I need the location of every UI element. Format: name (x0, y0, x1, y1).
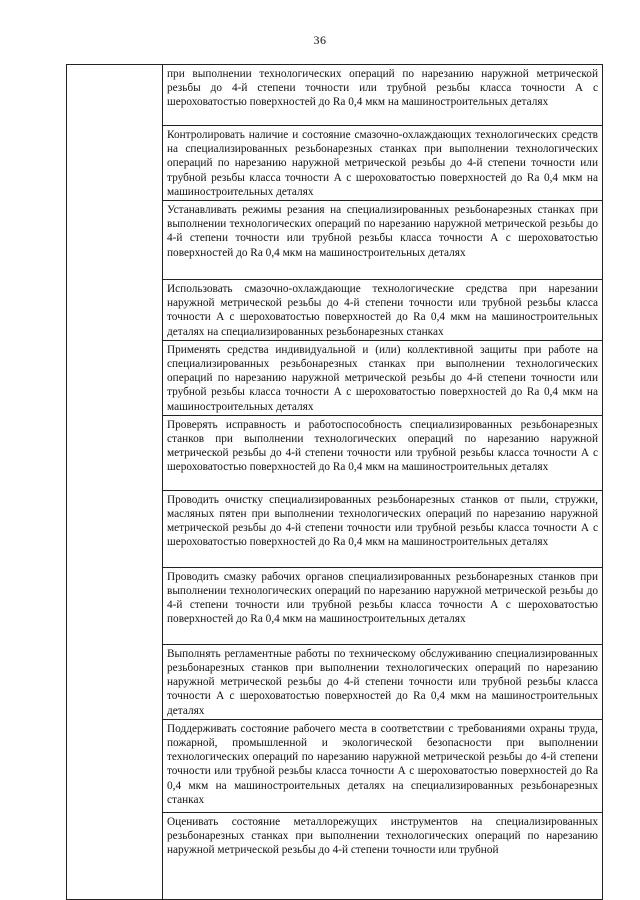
row-text: Проверять исправность и работоспособность специализированных резьбонарезных станков при выполнении технологических операций по нарезанию наружной метрической резьбы до 4-й степени точности или трубной резьбы класса точности А с шероховатостью поверхностей до Ra 0,4 мкм на машиностроительных деталях (167, 418, 598, 474)
row-text: при выполнении технологических операций по нарезанию наружной метрической резьбы до 4-й степени точности или трубной резьбы класса точности А с шероховатостью поверхностей до Ra 0,4 мкм на машиностроительных деталях (167, 68, 598, 109)
page-number: 36 (313, 33, 327, 47)
table-cell (163, 812, 603, 899)
table-cell (163, 126, 603, 201)
row-text: Оценивать состояние металлорежущих инструментов на специализированных резьбонарезных станках при выполнении технологических операций по нарезанию наружной метрической резьбы до 4-й степени точности или трубной (167, 815, 598, 857)
row-text: Выполнять регламентные работы по техническому обслуживанию специализированных резьбонарезных станков при выполнении технологических операций по нарезанию наружной метрической резьбы до 4-й степени точности или трубной резьбы класса точности А с шероховатостью поверхностей до Ra 0,4 мкм на машиностроительных деталях (167, 647, 598, 717)
left-header-cell (67, 65, 163, 900)
row-text: Поддерживать состояние рабочего места в соответствии с требованиями охраны труда, пожарной, промышленной и экологической безопасности при выполнении технологических операций по нарезанию наружной метрической резьбы до 4-й степени точности или трубной резьбы класса точности А с шероховатостью поверхностей до Ra 0,4 мкм на машиностроительных деталях на специализированных резьбонарезных станках (167, 722, 598, 806)
requirements-table (66, 64, 603, 900)
table-cell (163, 415, 603, 490)
table-cell (163, 280, 603, 341)
table-cell (163, 65, 603, 126)
table-cell (163, 567, 603, 644)
table-row (67, 65, 603, 126)
table-cell (163, 490, 603, 567)
row-text: Использовать смазочно-охлаждающие технологические средства при нарезании наружной метрической резьбы до 4-й степени точности или трубной резьбы класса точности А с шероховатостью поверхностей до Ra 0,4 мкм на машиностроительных деталях на специализированных резьбонарезных станках (167, 283, 598, 338)
table-cell (163, 340, 603, 415)
row-text: Применять средства индивидуальной и (или) коллективной защиты при работе на специализированных резьбонарезных станках при выполнении технологических операций по нарезанию наружной метрической резьбы до 4-й степени точности или трубной резьбы класса точности А с шероховатостью поверхностей до Ra 0,4 мкм на машиностроительных деталях (167, 343, 598, 413)
row-text: Контролировать наличие и состояние смазочно-охлаждающих технологических средств на специализированных резьбонарезных станках при выполнении технологических операций по нарезанию наружной метрической резьбы до 4-й степени точности или трубной резьбы класса точности А с шероховатостью поверхностей до Ra 0,4 мкм на машиностроительных деталях (167, 129, 598, 198)
table-cell (163, 644, 603, 719)
table-cell (163, 719, 603, 812)
row-text: Проводить очистку специализированных резьбонарезных станков от пыли, стружки, масляных пятен при выполнении технологических операций по нарезанию наружной метрической резьбы до 4-й степени точности или трубной резьбы класса точности А с шероховатостью поверхностей до Ra 0,4 мкм на машиностроительных деталях (167, 493, 598, 549)
table-cell (163, 201, 603, 280)
row-text: Устанавливать режимы резания на специализированных резьбонарезных станках при выполнении технологических операций по нарезанию наружной метрической резьбы до 4-й степени точности или трубной резьбы класса точности А с шероховатостью поверхностей до Ra 0,4 мкм на машиностроительных деталях (167, 204, 598, 259)
row-text: Проводить смазку рабочих органов специализированных резьбонарезных станков при выполнении технологических операций по нарезанию наружной метрической резьбы до 4-й степени точности или трубной резьбы класса точности А с шероховатостью поверхностей до Ra 0,4 мкм на машиностроительных деталях (167, 570, 598, 626)
